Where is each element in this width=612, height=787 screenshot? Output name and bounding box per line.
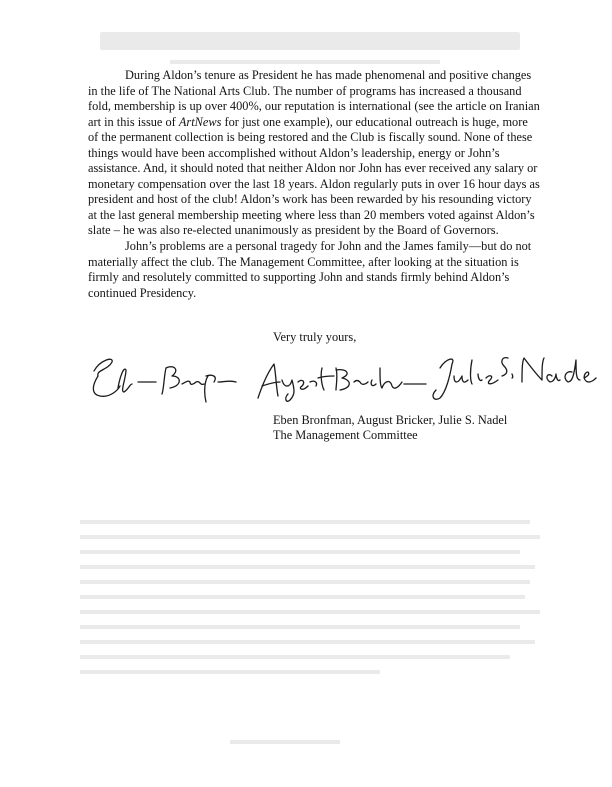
handwritten-signatures xyxy=(90,346,600,406)
italic-title: ArtNews xyxy=(178,114,222,129)
signature-julie-nadel xyxy=(433,358,596,400)
letter-body xyxy=(88,68,540,301)
closing-salutation: Very truly yours, xyxy=(273,330,357,344)
letter-paragraph xyxy=(88,239,540,301)
text-run: John’s problems are a personal tragedy for John and the James family—but do not materially affect the club. The Management Committee, after looking at the situation is firmly and resolutely committed to supporting John and stands firmly behind Aldon’s continued Presidency. xyxy=(88,239,532,300)
signature-eben-bronfman xyxy=(93,359,236,402)
signatory-names: Eben Bronfman, August Bricker, Julie S. Nadel xyxy=(273,413,508,427)
text-run: for just one example), our educational outreach is huge, more of the permanent collection is being restored and the Club is fiscally sound. None of these things would have been accomplished without Aldon’s leadership, energy or John’s assistance. And, it should noted that neither Aldon nor John has ever received any salary or monetary compensation over the last 18 years. Aldon regularly puts in over 16 hour days as president and host of the club! Aldon’s work has been rewarded by his resounding victory at the last general membership meeting where less than 20 members voted against Aldon’s slate – he was also re-elected unanimously as president by the Board of Governors. xyxy=(88,114,540,238)
signatory-block xyxy=(273,413,507,443)
letter-paragraph xyxy=(88,68,540,239)
text-run: During Aldon’s tenure as President he has made phenomenal and positive changes in the life of The National Arts Club. The number of programs has increased a thousand fold, membership is up over 400%, our reputation is international (see the article on Iranian art in this issue of xyxy=(88,68,540,129)
committee-name: The Management Committee xyxy=(273,428,418,443)
signature-august-bricker xyxy=(258,364,426,401)
